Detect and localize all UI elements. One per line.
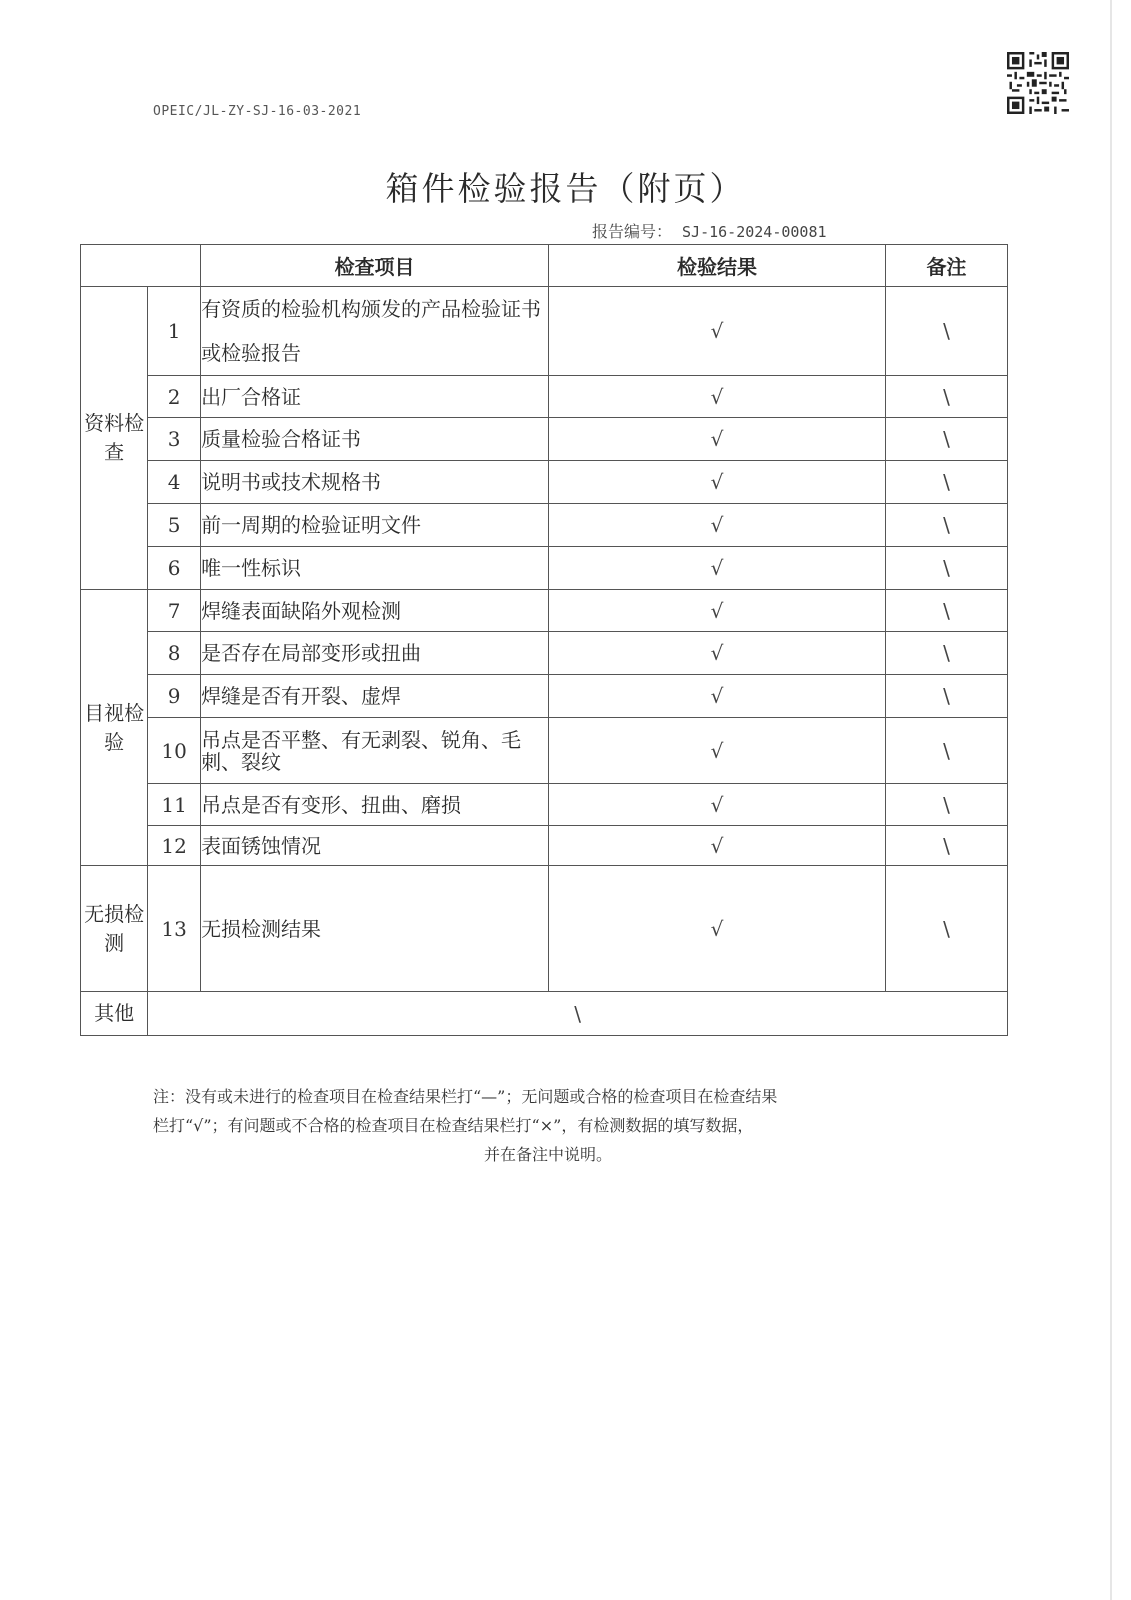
row-item: 吊点是否平整、有无剥裂、锐角、毛刺、裂纹 [201, 718, 549, 784]
report-number [592, 219, 827, 242]
row-note: \ [885, 461, 1007, 504]
row-number: 6 [148, 547, 201, 590]
qr-code-icon [1007, 52, 1069, 114]
row-item: 质量检验合格证书 [201, 418, 549, 461]
report-number-value: SJ-16-2024-00081 [682, 223, 827, 241]
page-edge-divider [1110, 0, 1112, 1600]
header-note: 备注 [885, 245, 1007, 287]
row-result: √ [549, 504, 886, 547]
table-row [81, 418, 1008, 461]
table-header-row [81, 245, 1008, 287]
table-row [81, 504, 1008, 547]
table-row-other [81, 992, 1008, 1036]
row-number: 4 [148, 461, 201, 504]
row-note: \ [885, 826, 1007, 866]
table-row [81, 784, 1008, 826]
row-number: 8 [148, 632, 201, 675]
row-note: \ [885, 632, 1007, 675]
row-item: 无损检测结果 [201, 866, 549, 992]
row-number: 5 [148, 504, 201, 547]
row-note: \ [885, 418, 1007, 461]
table-row [81, 547, 1008, 590]
row-item: 唯一性标识 [201, 547, 549, 590]
header-result: 检验结果 [549, 245, 886, 287]
row-number: 12 [148, 826, 201, 866]
row-note: \ [885, 590, 1007, 632]
row-result: √ [549, 418, 886, 461]
table-row [81, 826, 1008, 866]
row-note: \ [885, 866, 1007, 992]
row-item: 焊缝是否有开裂、虚焊 [201, 675, 549, 718]
table-row [81, 675, 1008, 718]
table-row [81, 632, 1008, 675]
row-result: √ [549, 675, 886, 718]
row-result: √ [549, 866, 886, 992]
row-item: 焊缝表面缺陷外观检测 [201, 590, 549, 632]
inspection-table [80, 244, 1008, 1036]
report-number-label: 报告编号： [592, 222, 673, 241]
table-row [81, 287, 1008, 376]
row-result: √ [549, 547, 886, 590]
category-visual: 目视检验 [81, 590, 148, 866]
table-row [81, 718, 1008, 784]
footnote-line-3: 并在备注中说明。 [483, 1145, 612, 1164]
row-note: \ [885, 784, 1007, 826]
row-number: 1 [148, 287, 201, 376]
row-result: √ [549, 826, 886, 866]
other-value: \ [148, 992, 1008, 1036]
row-item: 出厂合格证 [201, 376, 549, 418]
header-blank-cell [81, 245, 201, 287]
footnote-line-2: 栏打“√”；有问题或不合格的检查项目在检查结果栏打“×”，有检测数据的填写数据， [153, 1116, 754, 1135]
table-row [81, 461, 1008, 504]
row-number: 13 [148, 866, 201, 992]
footnote-line-1: 注：没有或未进行的检查项目在检查结果栏打“—”；无问题或合格的检查项目在检查结果 [153, 1087, 778, 1106]
table-row [81, 590, 1008, 632]
row-item: 是否存在局部变形或扭曲 [201, 632, 549, 675]
header-item: 检查项目 [201, 245, 549, 287]
row-number: 9 [148, 675, 201, 718]
row-item: 说明书或技术规格书 [201, 461, 549, 504]
row-note: \ [885, 547, 1007, 590]
row-number: 11 [148, 784, 201, 826]
category-ndt: 无损检测 [81, 866, 148, 992]
row-item: 前一周期的检验证明文件 [201, 504, 549, 547]
row-note: \ [885, 718, 1007, 784]
category-docs: 资料检查 [81, 287, 148, 590]
row-result: √ [549, 718, 886, 784]
row-result: √ [549, 632, 886, 675]
row-result: √ [549, 461, 886, 504]
row-number: 7 [148, 590, 201, 632]
table-row [81, 866, 1008, 992]
row-number: 2 [148, 376, 201, 418]
row-result: √ [549, 376, 886, 418]
row-note: \ [885, 376, 1007, 418]
row-number: 3 [148, 418, 201, 461]
table-row [81, 376, 1008, 418]
row-item: 表面锈蚀情况 [201, 826, 549, 866]
row-item: 吊点是否有变形、扭曲、磨损 [201, 784, 549, 826]
row-number: 10 [148, 718, 201, 784]
row-result: √ [549, 287, 886, 376]
row-item: 有资质的检验机构颁发的产品检验证书或检验报告 [201, 287, 549, 376]
document-code: OPEIC/JL-ZY-SJ-16-03-2021 [153, 104, 362, 119]
row-note: \ [885, 504, 1007, 547]
row-note: \ [885, 287, 1007, 376]
report-title: 箱件检验报告（附页） [385, 169, 746, 208]
row-note: \ [885, 675, 1007, 718]
row-result: √ [549, 784, 886, 826]
category-other: 其他 [81, 992, 148, 1036]
row-result: √ [549, 590, 886, 632]
footnote [153, 1082, 943, 1169]
